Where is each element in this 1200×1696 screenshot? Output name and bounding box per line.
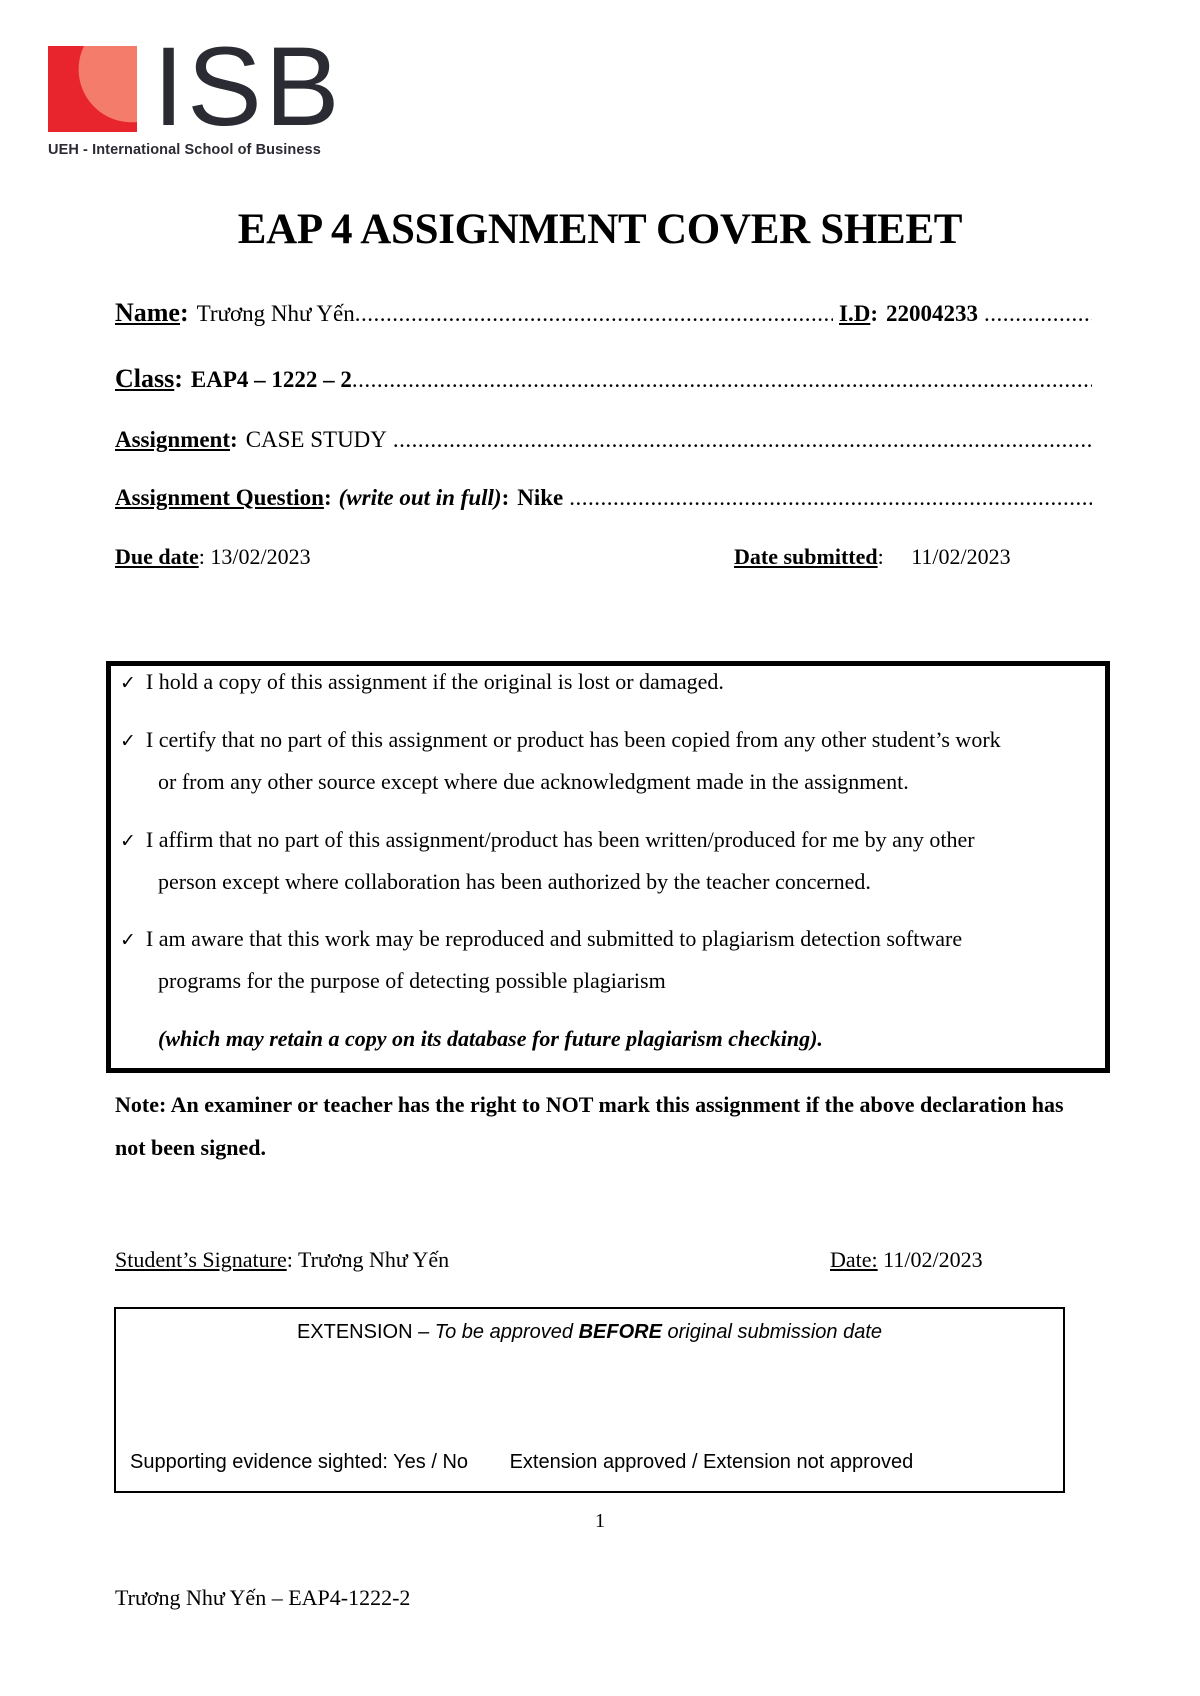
leader-dots <box>984 301 1092 327</box>
id-value: 22004233 <box>886 301 978 326</box>
signature-value: Trương Như Yến <box>297 1247 450 1272</box>
declaration-item-3-continued: person except where collaboration has been authorized by the teacher concerned. <box>158 869 871 894</box>
declaration-text: I certify that no part of this assignment or product has been copied from any other student’s work <box>145 727 1001 752</box>
question-row: Assignment Question : (write out in full) : Nike ..... <box>115 485 1092 511</box>
signature-date-row <box>830 1247 983 1273</box>
school-name: UEH - International School of Business <box>48 142 321 158</box>
signature-row: Student’s Signature: Trương Như Yến <box>115 1247 450 1272</box>
question-value: Nike <box>517 485 564 510</box>
class-label: Class <box>115 364 175 393</box>
extension-approval: Extension approved / Extension not approved <box>509 1451 914 1473</box>
checkmark-icon: ✓ <box>120 830 136 852</box>
class-row: Class : EAP4 – 1222 – 2 ..... <box>115 364 1092 394</box>
page-footer: Trương Như Yến – EAP4-1222-2 <box>115 1585 411 1610</box>
submitted-date-row: Date submitted: 11/02/2023 <box>734 544 1011 569</box>
signature-date-label: Date: <box>830 1247 878 1272</box>
declaration-item-1 <box>120 661 1095 704</box>
extension-title <box>116 1321 1063 1344</box>
declaration-text: I hold a copy of this assignment if the original is lost or damaged. <box>145 669 724 694</box>
leader-dots <box>352 367 1092 393</box>
extension-title-italic: To be approved <box>434 1321 579 1343</box>
id-label: I.D <box>839 301 871 326</box>
name-value: Trương Như Yến <box>196 301 355 326</box>
declaration-item-2 <box>120 719 1095 762</box>
page-number: 1 <box>595 1510 605 1532</box>
question-label: Assignment Question <box>115 485 324 510</box>
signature-date-value: 11/02/2023 <box>883 1247 983 1272</box>
due-date-value: 13/02/2023 <box>210 544 311 569</box>
class-value: EAP4 – 1222 – 2 <box>190 367 352 392</box>
extension-box <box>114 1307 1065 1493</box>
extension-options <box>130 1451 1049 1474</box>
checkmark-icon: ✓ <box>120 672 136 694</box>
name-row: Name : Trương Như Yến ..... I.D : 22004233 ..... <box>115 298 1092 328</box>
question-hint: (write out in full) <box>338 485 502 510</box>
extension-title-italic: original submission date <box>661 1321 883 1343</box>
declaration-text: I am aware that this work may be reproduced and submitted to plagiarism detection software <box>145 926 963 951</box>
extension-title-bold: BEFORE <box>578 1321 662 1343</box>
submitted-date-value: 11/02/2023 <box>911 544 1011 569</box>
assignment-value: CASE STUDY <box>245 427 387 452</box>
checkmark-icon: ✓ <box>120 929 136 951</box>
signature-note: Note: An examiner or teacher has the right to NOT mark this assignment if the above declaration has not been signed. <box>115 1092 1064 1160</box>
declaration-item-4-note: (which may retain a copy on its database for future plagiarism checking). <box>158 1026 823 1051</box>
isb-logo-mark <box>48 46 137 132</box>
submitted-date-label: Date submitted <box>734 544 878 569</box>
evidence-sighted: Supporting evidence sighted: Yes / No <box>130 1451 469 1473</box>
extension-title-prefix: EXTENSION – <box>296 1321 435 1343</box>
leader-dots <box>355 301 833 327</box>
due-date-label: Due date <box>115 544 199 569</box>
name-label: Name <box>115 298 180 327</box>
signature-label: Student’s Signature <box>115 1247 287 1272</box>
page-title: EAP 4 ASSIGNMENT COVER SHEET <box>237 206 963 253</box>
declaration-item-2-continued: or from any other source except where due acknowledgment made in the assignment. <box>158 769 909 794</box>
isb-logo-text: ISB <box>153 24 343 149</box>
checkmark-icon: ✓ <box>120 730 136 752</box>
declaration-item-3 <box>120 819 1095 862</box>
leader-dots <box>393 427 1092 453</box>
due-date-row: Due date: 13/02/2023 <box>115 544 311 569</box>
leader-dots <box>569 485 1092 511</box>
assignment-label: Assignment <box>115 427 231 452</box>
declaration-text: I affirm that no part of this assignment/product has been written/produced for me by any other <box>145 827 975 852</box>
assignment-row: Assignment : CASE STUDY ..... <box>115 427 1092 453</box>
declaration-item-4 <box>120 918 1095 961</box>
declaration-item-4-continued: programs for the purpose of detecting possible plagiarism <box>158 968 666 993</box>
